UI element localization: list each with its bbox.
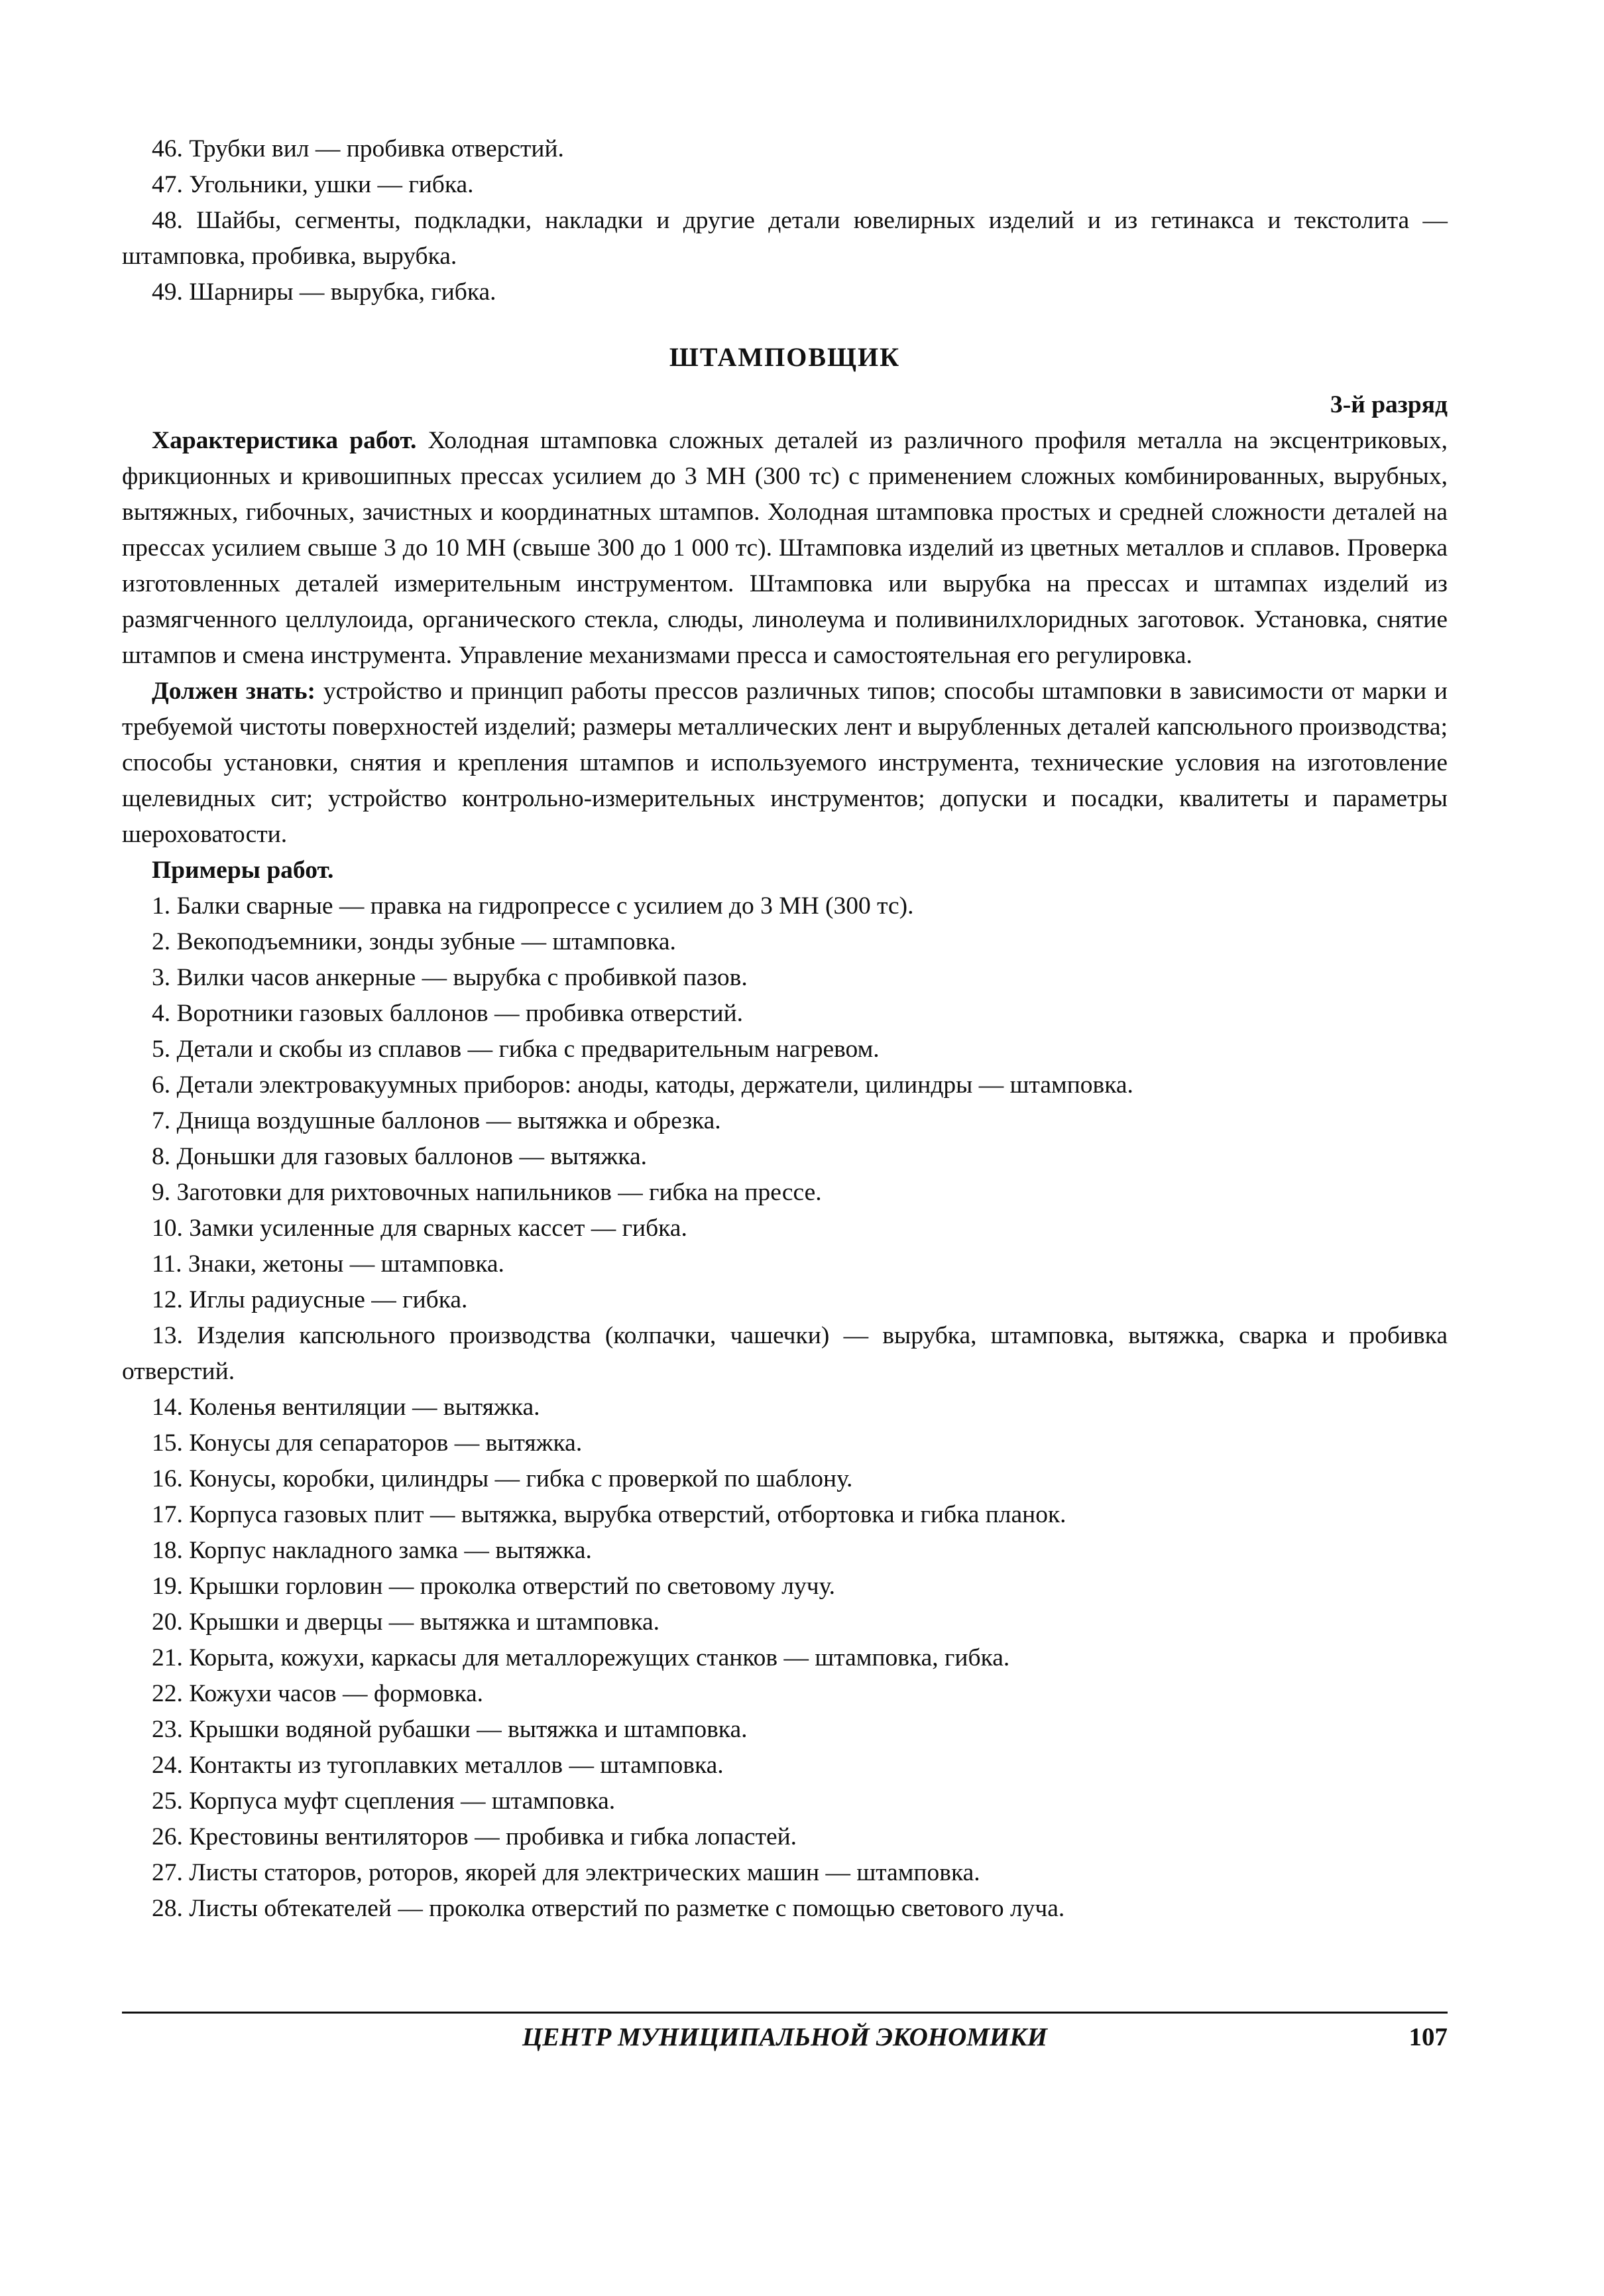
list-item: 47. Угольники, ушки — гибка. bbox=[152, 171, 474, 198]
footer-divider bbox=[122, 2012, 1448, 2014]
list-item: 15. Конусы для сепараторов — вытяжка. bbox=[152, 1429, 583, 1457]
knowledge-text: устройство и принцип работы прессов различных типов; способы штамповки в зависимости от марки и требуемой чистоты поверхностей изделий; размеры металлических лент и вырубленных деталей капсюльного производства; способы установки, снятия и крепления штампов и используемого инструмента, технические условия на изготовление щелевидных сит; устройство контрольно-измерительных инструментов; допуски и посадки, квалитеты и параметры шероховатости. bbox=[122, 678, 1448, 848]
list-item: 3. Вилки часов анкерные — вырубка с пробивкой пазов. bbox=[152, 964, 748, 991]
characteristics-paragraph bbox=[122, 423, 1448, 674]
list-item: 27. Листы статоров, роторов, якорей для электрических машин — штамповка. bbox=[152, 1859, 980, 1886]
list-item: 10. Замки усиленные для сварных кассет — гибка. bbox=[152, 1215, 687, 1242]
page-number: 107 bbox=[1408, 2023, 1448, 2051]
list-item: 2. Векоподъемники, зонды зубные — штамповка. bbox=[152, 928, 676, 955]
knowledge-paragraph bbox=[122, 674, 1448, 853]
grade-label: 3-й разряд bbox=[1330, 391, 1448, 418]
characteristics-text: Холодная штамповка сложных деталей из различного профиля металла на эксцентриковых, фрикционных и кривошипных прессах усилием до 3 МН (300 тс) с применением сложных комбинированных, вырубных, вытяжных, гибочных, зачистных и координатных штампов. Холодная штамповка простых и средней сложности деталей на прессах усилием свыше 3 до 10 МН (свыше 300 до 1 000 тс). Штамповка изделий из цветных металлов и сплавов. Проверка изготовленных деталей измерительным инструментом. Штамповка или вырубка на прессах и штампах изделий из размягченного целлулоида, органического стекла, слюды, линолеума и поливинилхлоридных заготовок. Установка, снятие штампов и смена инструмента. Управление механизмами пресса и самостоятельная его регулировка. bbox=[122, 427, 1448, 669]
list-item: 16. Конусы, коробки, цилиндры — гибка с проверкой по шаблону. bbox=[152, 1465, 853, 1492]
list-item: 5. Детали и скобы из сплавов — гибка с предварительным нагревом. bbox=[152, 1036, 880, 1063]
list-item: 25. Корпуса муфт сцепления — штамповка. bbox=[152, 1787, 616, 1815]
list-item: 22. Кожухи часов — формовка. bbox=[152, 1680, 484, 1707]
list-item: 24. Контакты из тугоплавких металлов — штамповка. bbox=[152, 1752, 724, 1779]
page-content bbox=[122, 131, 1448, 1927]
list-item: 7. Днища воздушные баллонов — вытяжка и обрезка. bbox=[152, 1107, 721, 1134]
list-item: 48. Шайбы, сегменты, подкладки, накладки и другие детали ювелирных изделий и из гетинакса и текстолита — штамповка, пробивка, вырубка. bbox=[122, 207, 1448, 270]
list-item: 18. Корпус накладного замка — вытяжка. bbox=[152, 1537, 592, 1564]
list-item: 8. Доньшки для газовых баллонов — вытяжка. bbox=[152, 1143, 647, 1170]
list-item: 26. Крестовины вентиляторов — пробивка и гибка лопастей. bbox=[152, 1823, 797, 1850]
list-item: 49. Шарниры — вырубка, гибка. bbox=[152, 278, 496, 306]
list-item: 23. Крышки водяной рубашки — вытяжка и штамповка. bbox=[152, 1716, 748, 1743]
list-item: 6. Детали электровакуумных приборов: аноды, катоды, держатели, цилиндры — штамповка. bbox=[152, 1071, 1133, 1099]
examples-heading: Примеры работ. bbox=[152, 857, 334, 884]
list-item: 1. Балки сварные — правка на гидропрессе с усилием до 3 МН (300 тс). bbox=[152, 892, 914, 920]
list-item: 9. Заготовки для рихтовочных напильников — гибка на прессе. bbox=[152, 1179, 822, 1206]
section-title: ШТАМПОВЩИК bbox=[669, 342, 901, 372]
footer-title: ЦЕНТР МУНИЦИПАЛЬНОЙ ЭКОНОМИКИ bbox=[522, 2023, 1048, 2051]
knowledge-label: Должен знать: bbox=[152, 678, 316, 705]
list-item: 21. Корыта, кожухи, каркасы для металлорежущих станков — штамповка, гибка. bbox=[152, 1644, 1010, 1671]
characteristics-label: Характеристика работ. bbox=[152, 427, 417, 454]
list-item: 4. Воротники газовых баллонов — пробивка отверстий. bbox=[152, 1000, 744, 1027]
list-item: 20. Крышки и дверцы — вытяжка и штамповка. bbox=[152, 1608, 660, 1636]
list-item: 12. Иглы радиусные — гибка. bbox=[152, 1286, 468, 1313]
list-item: 19. Крышки горловин — проколка отверстий по световому лучу. bbox=[152, 1573, 835, 1600]
list-item: 14. Коленья вентиляции — вытяжка. bbox=[152, 1394, 540, 1421]
list-item: 46. Трубки вил — пробивка отверстий. bbox=[152, 135, 564, 162]
list-item: 17. Корпуса газовых плит — вытяжка, вырубка отверстий, отбортовка и гибка планок. bbox=[152, 1501, 1066, 1528]
list-item: 28. Листы обтекателей — проколка отверстий по разметке с помощью светового луча. bbox=[152, 1895, 1065, 1922]
list-item: 13. Изделия капсюльного производства (колпачки, чашечки) — вырубка, штамповка, вытяжка, сварка и пробивка отверстий. bbox=[122, 1322, 1448, 1385]
list-item: 11. Знаки, жетоны — штамповка. bbox=[152, 1250, 504, 1278]
